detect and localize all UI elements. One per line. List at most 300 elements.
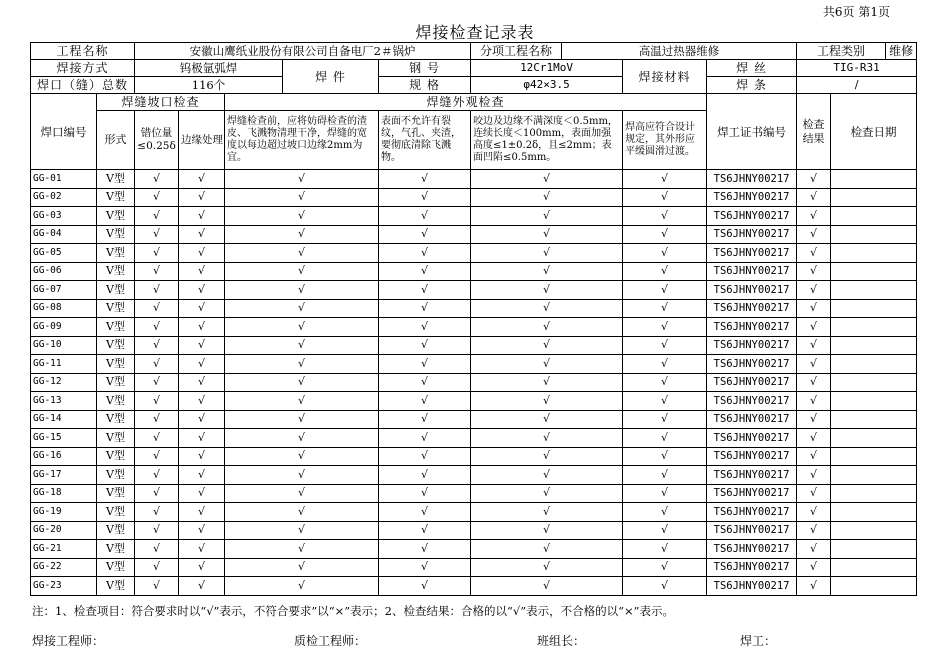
form-value: V型 <box>97 484 135 503</box>
table-row <box>31 466 917 485</box>
table-row <box>31 503 917 522</box>
desc3-check: √ <box>471 484 623 503</box>
joint-code: GG-08 <box>31 299 97 318</box>
form-value: V型 <box>97 318 135 337</box>
table-row <box>31 577 917 596</box>
form-value: V型 <box>97 170 135 189</box>
desc4-check: √ <box>623 484 707 503</box>
desc1-check: √ <box>225 188 379 207</box>
edge-check: √ <box>179 318 225 337</box>
form-header: 形式 <box>97 111 135 170</box>
misalign-check: √ <box>135 262 179 281</box>
desc1-check: √ <box>225 521 379 540</box>
table-row <box>31 262 917 281</box>
date-value <box>831 540 917 559</box>
joint-code: GG-03 <box>31 207 97 226</box>
date-value <box>831 447 917 466</box>
table-row <box>31 484 917 503</box>
desc4-check: √ <box>623 318 707 337</box>
cert-no: TS6JHNY00217 <box>707 318 797 337</box>
desc4-check: √ <box>623 225 707 244</box>
category-label: 工程类别 <box>797 43 886 59</box>
desc1-check: √ <box>225 281 379 300</box>
desc3-check: √ <box>471 466 623 485</box>
joint-code: GG-06 <box>31 262 97 281</box>
joint-no-header: 焊口编号 <box>31 94 97 170</box>
date-value <box>831 225 917 244</box>
desc4-check: √ <box>623 336 707 355</box>
desc2-check: √ <box>379 318 471 337</box>
desc4-check: √ <box>623 540 707 559</box>
total-value: 116个 <box>135 77 283 94</box>
result-value: √ <box>797 503 831 522</box>
desc3-check: √ <box>471 410 623 429</box>
desc4-check: √ <box>623 281 707 300</box>
wire-label: 焊 丝 <box>707 60 797 77</box>
date-value <box>831 577 917 596</box>
desc4-check: √ <box>623 392 707 411</box>
misalign-check: √ <box>135 318 179 337</box>
date-value <box>831 355 917 374</box>
edge-check: √ <box>179 558 225 577</box>
desc3-check: √ <box>471 540 623 559</box>
project-name-label: 工程名称 <box>31 43 135 60</box>
desc2-check: √ <box>379 447 471 466</box>
form-value: V型 <box>97 577 135 596</box>
desc2-check: √ <box>379 521 471 540</box>
desc2-check: √ <box>379 373 471 392</box>
desc1-check: √ <box>225 373 379 392</box>
date-value <box>831 410 917 429</box>
result-value: √ <box>797 558 831 577</box>
form-value: V型 <box>97 540 135 559</box>
team-leader-label: 班组长： <box>537 634 586 648</box>
column-group-row <box>31 94 917 111</box>
misalign-check: √ <box>135 244 179 263</box>
misalign-check: √ <box>135 355 179 374</box>
desc3-check: √ <box>471 207 623 226</box>
welding-engineer-label: 焊接工程师： <box>32 634 105 648</box>
desc3-header: 咬边及边缘不满深度＜0.5mm，连续长度＜100mm，表面加强高度≤1±0.2δ，且≤2mm；表面凹陷≤0.5mm。 <box>471 111 623 170</box>
cert-no: TS6JHNY00217 <box>707 392 797 411</box>
desc3-check: √ <box>471 244 623 263</box>
table-row <box>31 299 917 318</box>
weldment-label: 焊 件 <box>283 60 379 94</box>
desc1-check: √ <box>225 484 379 503</box>
welding-method: 钨极氩弧焊 <box>135 60 283 77</box>
desc4-check: √ <box>623 503 707 522</box>
header-row-1 <box>31 43 917 60</box>
joint-code: GG-02 <box>31 188 97 207</box>
desc1-check: √ <box>225 170 379 189</box>
edge-check: √ <box>179 429 225 448</box>
result-value: √ <box>797 225 831 244</box>
inspection-table <box>30 42 917 596</box>
table-row <box>31 336 917 355</box>
desc4-check: √ <box>623 373 707 392</box>
wire-value: TIG-R31 <box>797 60 917 77</box>
form-value: V型 <box>97 336 135 355</box>
spec-label: 规 格 <box>379 77 471 94</box>
result-value: √ <box>797 281 831 300</box>
desc1-check: √ <box>225 262 379 281</box>
appearance-check-header: 焊缝外观检查 <box>225 94 707 111</box>
desc2-check: √ <box>379 262 471 281</box>
form-value: V型 <box>97 207 135 226</box>
desc1-check: √ <box>225 447 379 466</box>
desc4-check: √ <box>623 521 707 540</box>
table-row <box>31 410 917 429</box>
cert-no: TS6JHNY00217 <box>707 429 797 448</box>
desc2-check: √ <box>379 281 471 300</box>
edge-check: √ <box>179 577 225 596</box>
cert-no: TS6JHNY00217 <box>707 466 797 485</box>
cert-no: TS6JHNY00217 <box>707 558 797 577</box>
desc4-check: √ <box>623 262 707 281</box>
table-row <box>31 373 917 392</box>
desc4-check: √ <box>623 355 707 374</box>
desc3-check: √ <box>471 318 623 337</box>
desc4-check: √ <box>623 207 707 226</box>
desc3-check: √ <box>471 262 623 281</box>
table-row <box>31 188 917 207</box>
form-value: V型 <box>97 262 135 281</box>
welding-method-label: 焊接方式 <box>31 60 135 77</box>
misalign-check: √ <box>135 170 179 189</box>
joint-code: GG-04 <box>31 225 97 244</box>
edge-check: √ <box>179 281 225 300</box>
edge-check: √ <box>179 484 225 503</box>
table-row <box>31 447 917 466</box>
joint-code: GG-22 <box>31 558 97 577</box>
header-row-2 <box>31 60 917 77</box>
rod-value: / <box>797 77 917 94</box>
table-row <box>31 170 917 189</box>
misalign-check: √ <box>135 392 179 411</box>
desc3-check: √ <box>471 188 623 207</box>
desc1-check: √ <box>225 355 379 374</box>
header-row-3 <box>31 77 917 94</box>
joint-code: GG-15 <box>31 429 97 448</box>
cert-no: TS6JHNY00217 <box>707 170 797 189</box>
table-row <box>31 225 917 244</box>
rod-label: 焊 条 <box>707 77 797 94</box>
desc3-check: √ <box>471 373 623 392</box>
joint-code: GG-05 <box>31 244 97 263</box>
form-value: V型 <box>97 503 135 522</box>
desc4-check: √ <box>623 299 707 318</box>
result-value: √ <box>797 188 831 207</box>
desc3-check: √ <box>471 281 623 300</box>
misalign-check: √ <box>135 577 179 596</box>
joint-code: GG-21 <box>31 540 97 559</box>
joint-code: GG-01 <box>31 170 97 189</box>
date-value <box>831 244 917 263</box>
desc1-check: √ <box>225 503 379 522</box>
desc3-check: √ <box>471 299 623 318</box>
form-value: V型 <box>97 429 135 448</box>
result-value: √ <box>797 484 831 503</box>
desc4-check: √ <box>623 466 707 485</box>
desc2-check: √ <box>379 503 471 522</box>
cert-no: TS6JHNY00217 <box>707 355 797 374</box>
result-value: √ <box>797 299 831 318</box>
desc2-check: √ <box>379 336 471 355</box>
joint-code: GG-19 <box>31 503 97 522</box>
joint-code: GG-07 <box>31 281 97 300</box>
desc1-check: √ <box>225 540 379 559</box>
desc2-check: √ <box>379 429 471 448</box>
cert-no-header: 焊工证书编号 <box>707 94 797 170</box>
form-value: V型 <box>97 299 135 318</box>
desc4-check: √ <box>623 188 707 207</box>
misalign-check: √ <box>135 466 179 485</box>
form-value: V型 <box>97 373 135 392</box>
result-value: √ <box>797 207 831 226</box>
cert-no: TS6JHNY00217 <box>707 225 797 244</box>
joint-code: GG-10 <box>31 336 97 355</box>
misalign-check: √ <box>135 521 179 540</box>
footnote: 注：1、检查项目：符合要求时以“√”表示，不符合要求”以“×”表示；2、检查结果：合格的以“√”表示，不合格的以“×”表示。 <box>32 604 674 618</box>
date-value <box>831 281 917 300</box>
category-cell <box>797 43 917 60</box>
desc3-check: √ <box>471 336 623 355</box>
cert-no: TS6JHNY00217 <box>707 244 797 263</box>
project-name: 安徽山鹰纸业股份有限公司自备电厂2＃锅炉 <box>135 43 471 60</box>
date-header: 检查日期 <box>831 94 917 170</box>
misalign-check: √ <box>135 503 179 522</box>
misalign-check: √ <box>135 373 179 392</box>
desc2-check: √ <box>379 207 471 226</box>
form-value: V型 <box>97 466 135 485</box>
misalign-check: √ <box>135 410 179 429</box>
edge-check: √ <box>179 244 225 263</box>
desc1-check: √ <box>225 299 379 318</box>
edge-check: √ <box>179 170 225 189</box>
edge-check: √ <box>179 540 225 559</box>
result-value: √ <box>797 540 831 559</box>
spec-value: φ42×3.5 <box>471 77 623 94</box>
date-value <box>831 558 917 577</box>
date-value <box>831 466 917 485</box>
edge-check: √ <box>179 521 225 540</box>
desc3-check: √ <box>471 447 623 466</box>
cert-no: TS6JHNY00217 <box>707 262 797 281</box>
cert-no: TS6JHNY00217 <box>707 410 797 429</box>
edge-check: √ <box>179 355 225 374</box>
joint-code: GG-17 <box>31 466 97 485</box>
table-row <box>31 244 917 263</box>
table-row <box>31 521 917 540</box>
edge-check: √ <box>179 207 225 226</box>
misalign-check: √ <box>135 336 179 355</box>
joint-code: GG-18 <box>31 484 97 503</box>
desc4-check: √ <box>623 577 707 596</box>
table-row <box>31 558 917 577</box>
desc2-check: √ <box>379 244 471 263</box>
joint-code: GG-23 <box>31 577 97 596</box>
category-value: 维修 <box>889 44 914 58</box>
desc2-check: √ <box>379 577 471 596</box>
desc3-check: √ <box>471 429 623 448</box>
cert-no: TS6JHNY00217 <box>707 299 797 318</box>
desc3-check: √ <box>471 577 623 596</box>
joint-code: GG-16 <box>31 447 97 466</box>
result-value: √ <box>797 170 831 189</box>
joint-code: GG-13 <box>31 392 97 411</box>
desc1-header: 焊缝检查前，应将妨碍检查的渣皮、飞溅物清理干净，焊缝的宽度以每边超过坡口边缘2mm为宜。 <box>225 111 379 170</box>
date-value <box>831 521 917 540</box>
desc1-check: √ <box>225 410 379 429</box>
desc3-check: √ <box>471 521 623 540</box>
result-value: √ <box>797 429 831 448</box>
result-header: 检查结果 <box>797 94 831 170</box>
result-value: √ <box>797 373 831 392</box>
edge-check: √ <box>179 447 225 466</box>
desc1-check: √ <box>225 577 379 596</box>
date-value <box>831 188 917 207</box>
cert-no: TS6JHNY00217 <box>707 373 797 392</box>
desc2-check: √ <box>379 299 471 318</box>
edge-check: √ <box>179 466 225 485</box>
desc3-check: √ <box>471 225 623 244</box>
cert-no: TS6JHNY00217 <box>707 521 797 540</box>
desc2-check: √ <box>379 558 471 577</box>
result-value: √ <box>797 355 831 374</box>
misalign-check: √ <box>135 299 179 318</box>
joint-code: GG-09 <box>31 318 97 337</box>
date-value <box>831 336 917 355</box>
steel-value: 12Cr1MoV <box>471 60 623 77</box>
edge-check: √ <box>179 262 225 281</box>
desc3-check: √ <box>471 355 623 374</box>
desc1-check: √ <box>225 225 379 244</box>
misalign-header: 错位量≤0.25δ <box>135 111 179 170</box>
result-value: √ <box>797 244 831 263</box>
desc2-check: √ <box>379 188 471 207</box>
sub-project-cell <box>471 43 797 60</box>
desc2-check: √ <box>379 225 471 244</box>
desc4-check: √ <box>623 170 707 189</box>
misalign-check: √ <box>135 484 179 503</box>
desc4-check: √ <box>623 244 707 263</box>
cert-no: TS6JHNY00217 <box>707 188 797 207</box>
edge-header: 边缘处理 <box>179 111 225 170</box>
misalign-check: √ <box>135 558 179 577</box>
date-value <box>831 429 917 448</box>
misalign-check: √ <box>135 207 179 226</box>
desc2-check: √ <box>379 410 471 429</box>
result-value: √ <box>797 447 831 466</box>
table-row <box>31 207 917 226</box>
material-label: 焊接材料 <box>623 60 707 94</box>
desc1-check: √ <box>225 466 379 485</box>
joint-code: GG-20 <box>31 521 97 540</box>
cert-no: TS6JHNY00217 <box>707 336 797 355</box>
date-value <box>831 373 917 392</box>
date-value <box>831 207 917 226</box>
date-value <box>831 170 917 189</box>
result-value: √ <box>797 410 831 429</box>
form-value: V型 <box>97 225 135 244</box>
misalign-check: √ <box>135 188 179 207</box>
misalign-check: √ <box>135 447 179 466</box>
cert-no: TS6JHNY00217 <box>707 577 797 596</box>
sub-project: 高温过热器维修 <box>638 44 720 58</box>
desc3-check: √ <box>471 503 623 522</box>
date-value <box>831 299 917 318</box>
edge-check: √ <box>179 503 225 522</box>
desc1-check: √ <box>225 336 379 355</box>
desc3-check: √ <box>471 558 623 577</box>
edge-check: √ <box>179 225 225 244</box>
form-value: V型 <box>97 355 135 374</box>
desc4-header: 焊高应符合设计规定，其外形应平缓圆滑过渡。 <box>623 111 707 170</box>
form-value: V型 <box>97 392 135 411</box>
joint-code: GG-14 <box>31 410 97 429</box>
cert-no: TS6JHNY00217 <box>707 503 797 522</box>
result-value: √ <box>797 318 831 337</box>
joint-code: GG-11 <box>31 355 97 374</box>
misalign-check: √ <box>135 429 179 448</box>
result-value: √ <box>797 577 831 596</box>
date-value <box>831 484 917 503</box>
result-value: √ <box>797 466 831 485</box>
desc4-check: √ <box>623 429 707 448</box>
desc2-check: √ <box>379 466 471 485</box>
desc1-check: √ <box>225 558 379 577</box>
steel-label: 钢 号 <box>379 60 471 77</box>
cert-no: TS6JHNY00217 <box>707 484 797 503</box>
joint-code: GG-12 <box>31 373 97 392</box>
edge-check: √ <box>179 336 225 355</box>
desc2-header: 表面不允许有裂纹，气孔、夹渣，要彻底清除飞溅物。 <box>379 111 471 170</box>
desc2-check: √ <box>379 392 471 411</box>
form-value: V型 <box>97 558 135 577</box>
cert-no: TS6JHNY00217 <box>707 447 797 466</box>
edge-check: √ <box>179 188 225 207</box>
qc-engineer-label: 质检工程师： <box>294 634 367 648</box>
form-value: V型 <box>97 410 135 429</box>
cert-no: TS6JHNY00217 <box>707 207 797 226</box>
desc1-check: √ <box>225 392 379 411</box>
desc1-check: √ <box>225 244 379 263</box>
total-label: 焊口（缝）总数 <box>31 77 135 94</box>
cert-no: TS6JHNY00217 <box>707 281 797 300</box>
desc1-check: √ <box>225 207 379 226</box>
result-value: √ <box>797 521 831 540</box>
date-value <box>831 392 917 411</box>
page-title: 焊接检查记录表 <box>415 23 535 42</box>
cert-no: TS6JHNY00217 <box>707 540 797 559</box>
table-row <box>31 429 917 448</box>
desc2-check: √ <box>379 540 471 559</box>
misalign-check: √ <box>135 225 179 244</box>
form-value: V型 <box>97 244 135 263</box>
table-row <box>31 355 917 374</box>
desc4-check: √ <box>623 558 707 577</box>
date-value <box>831 262 917 281</box>
desc3-check: √ <box>471 170 623 189</box>
desc1-check: √ <box>225 318 379 337</box>
form-value: V型 <box>97 188 135 207</box>
form-value: V型 <box>97 521 135 540</box>
misalign-check: √ <box>135 281 179 300</box>
table-row <box>31 540 917 559</box>
data-rows <box>31 170 917 596</box>
edge-check: √ <box>179 299 225 318</box>
form-value: V型 <box>97 281 135 300</box>
